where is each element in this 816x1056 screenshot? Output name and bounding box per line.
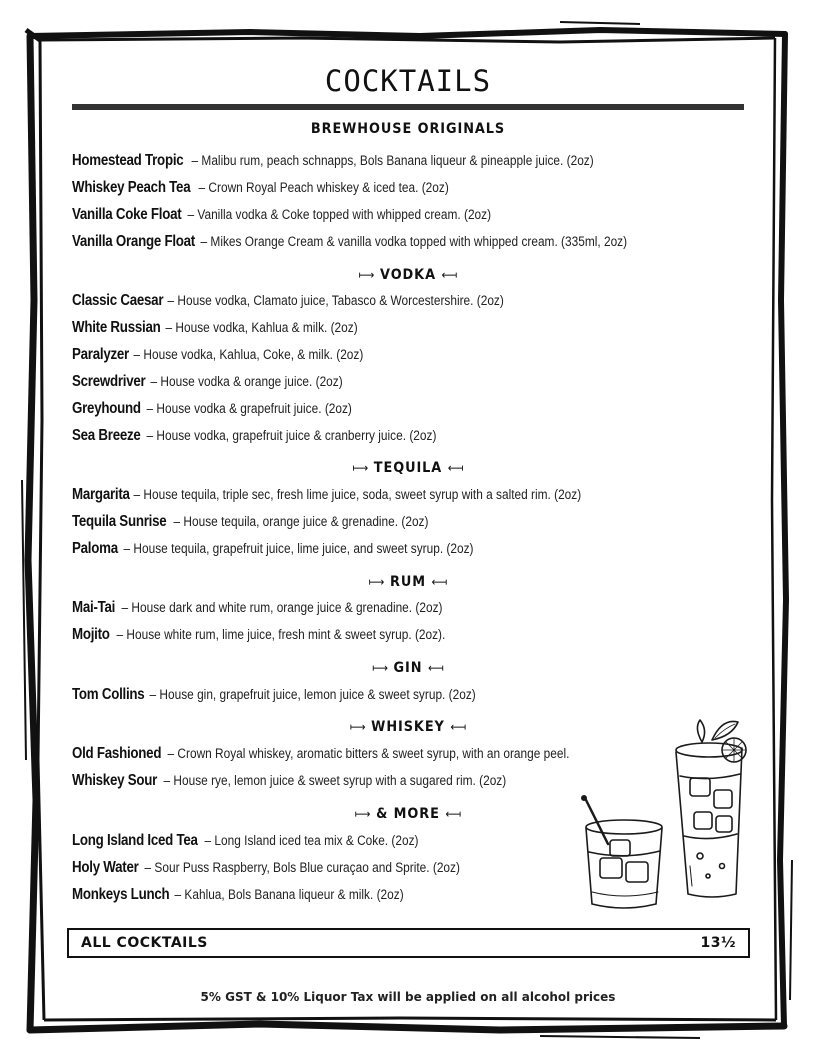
item-name: Old Fashioned <box>72 745 162 762</box>
menu-item <box>72 346 752 364</box>
menu-item <box>72 486 752 504</box>
section-heading-label: WHISKEY <box>371 719 445 735</box>
item-name: Mojito <box>72 626 110 643</box>
item-name: Tequila Sunrise <box>72 513 167 530</box>
section-heading-vodka <box>33 267 784 283</box>
menu-item <box>72 152 752 170</box>
item-description: – Crown Royal Peach whiskey & iced tea. (2oz) <box>198 180 449 195</box>
arrow-left-icon: ⟻ <box>441 268 458 282</box>
item-description: – House dark and white rum, orange juice & grenadine. (2oz) <box>121 600 443 615</box>
arrow-right-icon: ⟼ <box>372 661 389 675</box>
item-description: – Malibu rum, peach schnapps, Bols Banana liqueur & pineapple juice. (2oz) <box>191 153 594 168</box>
arrow-right-icon: ⟼ <box>349 720 366 734</box>
arrow-right-icon: ⟼ <box>368 575 385 589</box>
section-heading-label: RUM <box>390 574 426 590</box>
menu-item <box>72 599 752 617</box>
title-divider <box>72 104 744 110</box>
item-description: – House vodka & grapefruit juice. (2oz) <box>146 401 352 416</box>
menu-item <box>72 179 752 197</box>
section-heading-brewhouse-originals <box>33 121 784 137</box>
item-description: – Mikes Orange Cream & vanilla vodka topped with whipped cream. (335ml, 2oz) <box>200 234 628 249</box>
item-name: Long Island Iced Tea <box>72 832 198 849</box>
item-name: White Russian <box>72 319 161 336</box>
item-name: Paloma <box>72 540 118 557</box>
section-heading-gin <box>33 660 784 676</box>
item-name: Margarita <box>72 486 130 503</box>
arrow-left-icon: ⟻ <box>450 720 467 734</box>
item-name: Mai-Tai <box>72 599 116 616</box>
item-description: – House white rum, lime juice, fresh mint & sweet syrup. (2oz). <box>116 627 446 642</box>
section-heading-label: VODKA <box>380 267 436 283</box>
item-name: Sea Breeze <box>72 427 141 444</box>
section-heading-label: BREWHOUSE ORIGINALS <box>310 121 506 137</box>
item-description: – House vodka & orange juice. (2oz) <box>150 374 344 389</box>
arrow-left-icon: ⟻ <box>445 807 462 821</box>
item-name: Homestead Tropic <box>72 152 184 169</box>
section-heading-label: & MORE <box>376 806 440 822</box>
item-description: – House vodka, grapefruit juice & cranberry juice. (2oz) <box>146 428 437 443</box>
item-description: – House vodka, Kahlua & milk. (2oz) <box>165 320 358 335</box>
menu-item <box>72 319 752 337</box>
cocktail-glasses-icon <box>572 716 762 916</box>
item-name: Tom Collins <box>72 686 145 703</box>
arrow-right-icon: ⟼ <box>358 268 375 282</box>
item-name: Holy Water <box>72 859 139 876</box>
price-bar-price: 13½ <box>700 935 736 951</box>
menu-item <box>72 400 752 418</box>
menu-item <box>72 206 752 224</box>
item-name: Screwdriver <box>72 373 146 390</box>
menu-item <box>72 292 752 310</box>
menu-item <box>72 540 752 558</box>
item-description: – Crown Royal whiskey, aromatic bitters & sweet syrup, with an orange peel. <box>167 746 570 761</box>
item-description: – Sour Puss Raspberry, Bols Blue curaçao and Sprite. (2oz) <box>144 860 461 875</box>
section-heading-label: TEQUILA <box>373 460 443 476</box>
arrow-right-icon: ⟼ <box>354 807 371 821</box>
item-description: – Long Island iced tea mix & Coke. (2oz) <box>204 833 419 848</box>
menu-item <box>72 427 752 445</box>
item-name: Classic Caesar <box>72 292 164 309</box>
menu-item <box>72 686 752 704</box>
section-heading-rum <box>33 574 784 590</box>
item-name: Whiskey Peach Tea <box>72 179 191 196</box>
menu-item <box>72 233 752 251</box>
menu-item <box>72 513 752 531</box>
page-title: COCKTAILS <box>324 64 492 98</box>
arrow-left-icon: ⟻ <box>447 461 464 475</box>
arrow-left-icon: ⟻ <box>431 575 448 589</box>
item-name: Paralyzer <box>72 346 129 363</box>
item-name: Vanilla Orange Float <box>72 233 195 250</box>
item-description: – Vanilla vodka & Coke topped with whipped cream. (2oz) <box>187 207 492 222</box>
item-description: – Kahlua, Bols Banana liqueur & milk. (2oz) <box>174 887 404 902</box>
item-name: Whiskey Sour <box>72 772 158 789</box>
price-bar-label: ALL COCKTAILS <box>81 935 208 951</box>
item-description: – House gin, grapefruit juice, lemon juice & sweet syrup. (2oz) <box>149 687 476 702</box>
item-description: – House tequila, triple sec, fresh lime juice, soda, sweet syrup with a salted rim. (2oz) <box>133 487 582 502</box>
item-description: – House tequila, orange juice & grenadine. (2oz) <box>173 514 429 529</box>
item-description: – House vodka, Kahlua, Coke, & milk. (2oz) <box>133 347 364 362</box>
arrow-right-icon: ⟼ <box>352 461 369 475</box>
item-description: – House tequila, grapefruit juice, lime juice, and sweet syrup. (2oz) <box>123 541 474 556</box>
tax-footnote: 5% GST & 10% Liquor Tax will be applied on all alcohol prices <box>200 990 616 1004</box>
item-name: Monkeys Lunch <box>72 886 170 903</box>
item-name: Vanilla Coke Float <box>72 206 182 223</box>
section-heading-label: GIN <box>393 660 423 676</box>
price-bar <box>67 928 750 958</box>
item-description: – House rye, lemon juice & sweet syrup with a sugared rim. (2oz) <box>163 773 507 788</box>
menu-item <box>72 373 752 391</box>
section-heading-tequila <box>33 460 784 476</box>
arrow-left-icon: ⟻ <box>427 661 444 675</box>
item-description: – House vodka, Clamato juice, Tabasco & Worcestershire. (2oz) <box>167 293 504 308</box>
item-name: Greyhound <box>72 400 141 417</box>
menu-item <box>72 626 752 644</box>
